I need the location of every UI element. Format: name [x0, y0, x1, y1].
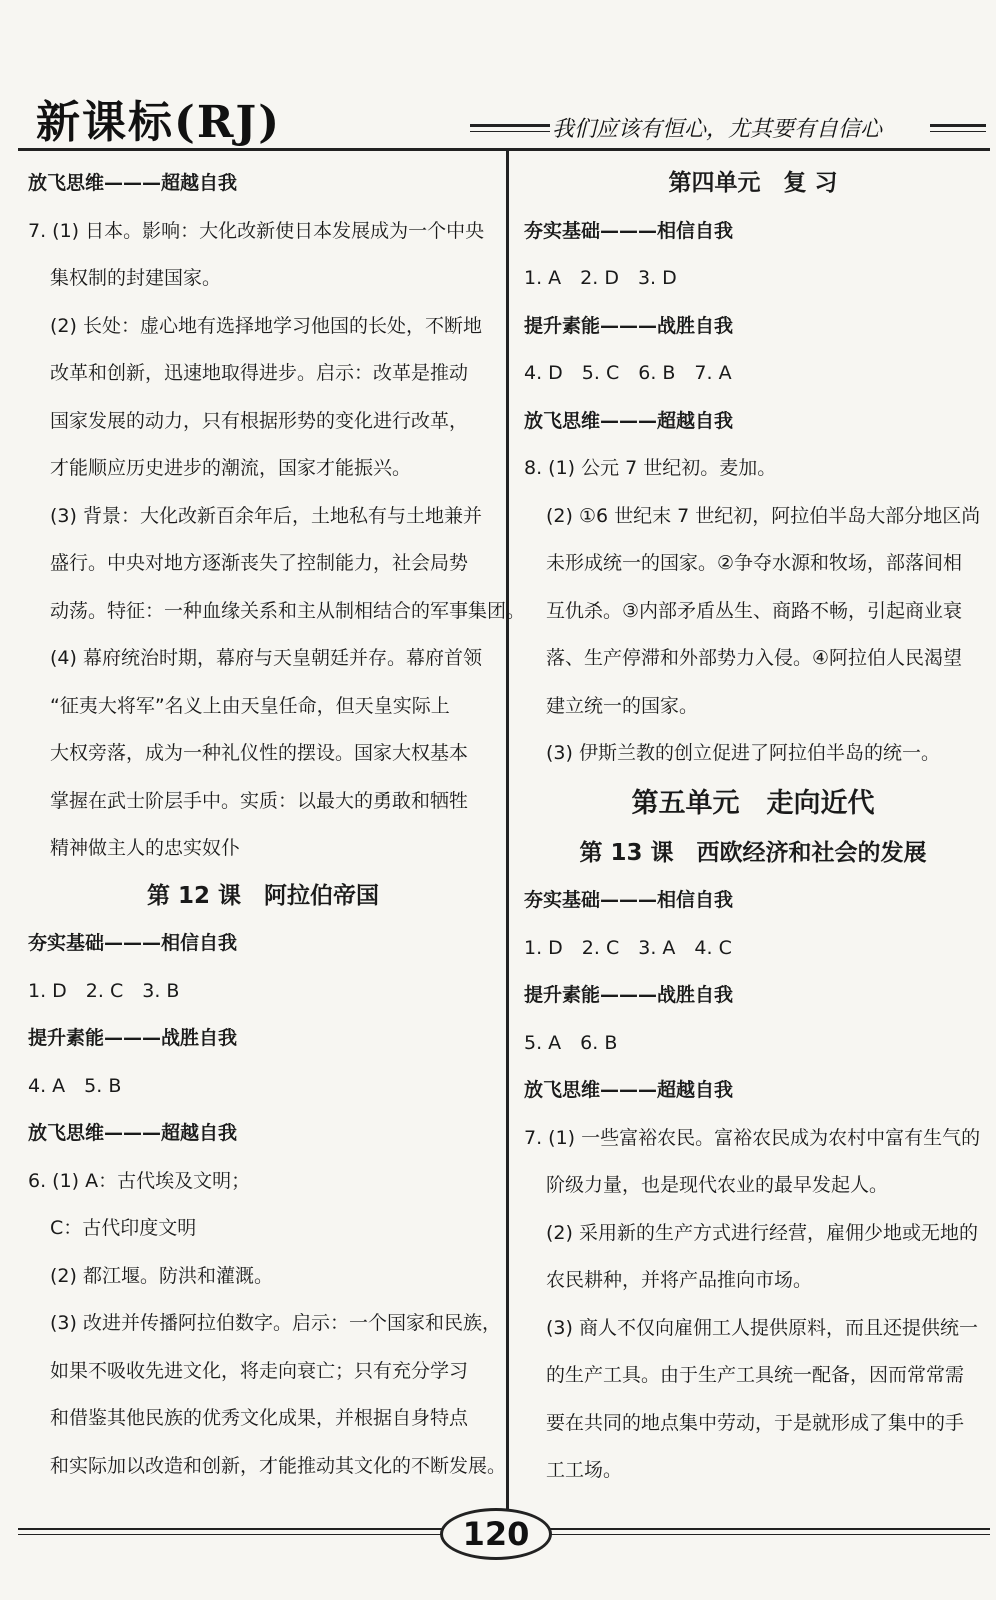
- lesson-title: 第 12 课 阿拉伯帝国: [146, 882, 380, 909]
- answer-line: 农民耕种，并将产品推向市场。: [546, 1269, 813, 1291]
- section-heading: 提升素能———战胜自我: [524, 314, 734, 337]
- column-divider: [506, 150, 509, 1522]
- answer-line: (2) 都江堰。防洪和灌溉。: [50, 1264, 273, 1287]
- answer-line: 8. (1) 公元 7 世纪初。麦加。: [524, 457, 777, 479]
- answer-line: 才能顺应历史进步的潮流，国家才能振兴。: [50, 457, 412, 479]
- answer-line: 1. D 2. C 3. B: [28, 979, 180, 1002]
- answer-line: (3) 伊斯兰教的创立促进了阿拉伯半岛的统一。: [546, 742, 940, 764]
- answer-line: 的生产工具。由于生产工具统一配备，因而常常需: [546, 1364, 965, 1386]
- answer-line: 改革和创新，迅速地取得进步。启示：改革是推动: [50, 362, 469, 384]
- right-column: [524, 160, 982, 1495]
- answer-line: 建立统一的国家。: [546, 694, 699, 717]
- answer-line: 1. D 2. C 3. A 4. C: [524, 936, 732, 959]
- answer-line: 动荡。特征：一种血缘关系和主从制相结合的军事集团。: [50, 599, 526, 622]
- answer-line: 7. (1) 一些富裕农民。富裕农民成为农村中富有生气的: [524, 1126, 981, 1149]
- answer-line: (2) ①6 世纪末 7 世纪初，阿拉伯半岛大部分地区尚: [546, 504, 981, 527]
- answer-line: 精神做主人的忠实奴仆: [50, 837, 241, 859]
- answer-line: C：古代印度文明: [50, 1217, 197, 1239]
- unit-title: 第五单元 走向近代: [631, 787, 875, 819]
- answer-line: 6. (1) A：古代埃及文明；: [28, 1169, 251, 1192]
- answer-line: 未形成统一的国家。②争夺水源和牧场，部落间相: [546, 552, 963, 574]
- answer-line: (3) 背景：大化改新百余年后，土地私有与土地兼并: [50, 504, 482, 527]
- section-heading: 放飞思维———超越自我: [524, 1079, 734, 1101]
- answer-line: 1. A 2. D 3. D: [524, 267, 677, 289]
- answer-line: 落、生产停滞和外部势力入侵。④阿拉伯人民渴望: [546, 647, 963, 669]
- page-number: 120: [440, 1508, 552, 1560]
- answer-line: 盛行。中央对地方逐渐丧失了控制能力，社会局势: [50, 552, 469, 574]
- answer-line: (2) 长处：虚心地有选择地学习他国的长处，不断地: [50, 314, 482, 337]
- answer-line: 4. D 5. C 6. B 7. A: [524, 362, 732, 384]
- section-heading: 提升素能———战胜自我: [28, 1027, 238, 1049]
- answer-line: 5. A 6. B: [524, 1031, 618, 1054]
- book-brand: 新课标(RJ): [36, 97, 282, 148]
- lesson-title: 第四单元 复 习: [668, 170, 838, 196]
- answer-line: “征夷大将军”名义上由天皇任命，但天皇实际上: [50, 694, 450, 717]
- answer-line: (3) 改进并传播阿拉伯数字。启示：一个国家和民族，: [50, 1312, 501, 1334]
- answer-line: (2) 采用新的生产方式进行经营，雇佣少地或无地的: [546, 1221, 978, 1244]
- answer-line: 国家发展的动力，只有根据形势的变化进行改革，: [50, 409, 469, 432]
- answer-line: 掌握在武士阶层手中。实质：以最大的勇敢和牺牲: [50, 789, 469, 812]
- lesson-title: 第 13 课 西欧经济和社会的发展: [579, 839, 927, 866]
- answer-line: 7. (1) 日本。影响：大化改新使日本发展成为一个中央: [28, 219, 485, 242]
- answer-line: 大权旁落，成为一种礼仪性的摆设。国家大权基本: [50, 742, 469, 764]
- answer-line: 阶级力量，也是现代农业的最早发起人。: [546, 1174, 889, 1196]
- page-header: [0, 0, 996, 160]
- answer-line: 如果不吸收先进文化，将走向衰亡；只有充分学习: [50, 1359, 469, 1382]
- section-heading: 夯实基础———相信自我: [28, 932, 238, 954]
- motto-rule-left: [470, 124, 550, 127]
- motto-rule-right: [930, 124, 986, 127]
- section-heading: 放飞思维———超越自我: [28, 172, 238, 194]
- section-heading: 夯实基础———相信自我: [524, 889, 734, 911]
- section-heading: 放飞思维———超越自我: [524, 409, 734, 432]
- answer-line: 工工场。: [546, 1459, 623, 1481]
- motto-rule-left-thin: [470, 131, 550, 132]
- answer-line: 4. A 5. B: [28, 1074, 122, 1097]
- section-heading: 夯实基础———相信自我: [524, 219, 734, 242]
- left-column: [28, 160, 526, 1490]
- answer-line: 和实际加以改造和创新，才能推动其文化的不断发展。: [50, 1454, 507, 1477]
- section-heading: 提升素能———战胜自我: [524, 984, 734, 1006]
- motto-rule-right-thin: [930, 131, 986, 132]
- header-motto: 我们应该有恒心，尤其要有自信心: [552, 117, 883, 142]
- header-divider: [18, 148, 990, 151]
- answer-line: 集权制的封建国家。: [50, 267, 222, 289]
- answer-line: 互仇杀。③内部矛盾丛生、商路不畅，引起商业衰: [546, 599, 963, 622]
- answer-line: 和借鉴其他民族的优秀文化成果，并根据自身特点: [50, 1407, 469, 1429]
- answer-line: 要在共同的地点集中劳动，于是就形成了集中的手: [546, 1411, 965, 1434]
- section-heading: 放飞思维———超越自我: [28, 1122, 238, 1144]
- answer-line: (3) 商人不仅向雇佣工人提供原料，而且还提供统一: [546, 1316, 978, 1339]
- answer-line: (4) 幕府统治时期，幕府与天皇朝廷并存。幕府首领: [50, 647, 482, 669]
